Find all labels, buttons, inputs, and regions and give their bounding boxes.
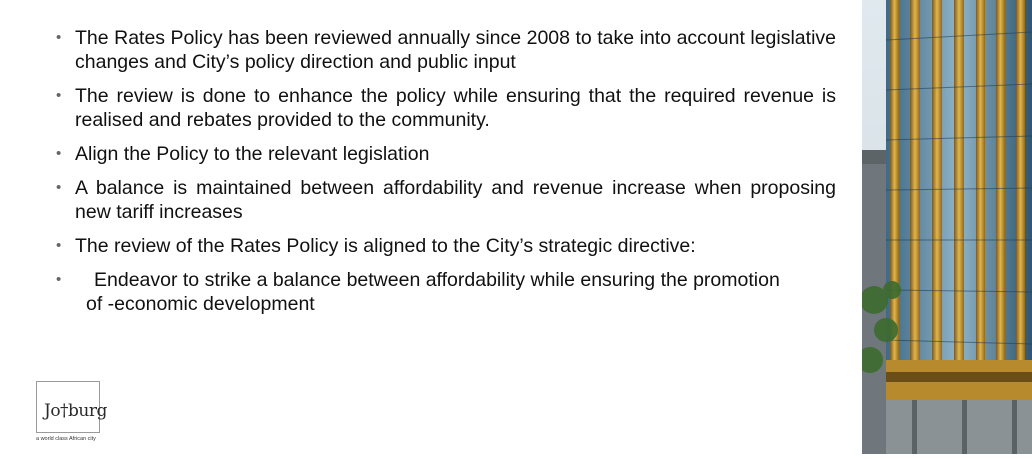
sub-bullet-line-1: Endeavor to strike a balance between affordability while ensuring the promotion (94, 269, 780, 291)
sub-bullet-item (56, 268, 836, 316)
bullet-list (56, 26, 836, 326)
bullet-item: • Align the Policy to the relevant legislation (56, 142, 836, 166)
bullet-item: • The review of the Rates Policy is aligned to the City’s strategic directive: (56, 234, 836, 258)
bullet-item: • The review is done to enhance the policy while ensuring that the required revenue is realised and rebates provided to the community. (56, 84, 836, 132)
bullet-item: • A balance is maintained between affordability and revenue increase when proposing new tariff increases (56, 176, 836, 224)
bullet-item: • The Rates Policy has been reviewed annually since 2008 to take into account legislative changes and City’s policy direction and public input (56, 26, 836, 74)
building-photo (862, 0, 1032, 454)
joburg-logo (36, 381, 106, 447)
sub-bullet-line-2: of -economic development (86, 293, 315, 315)
building-illustration (862, 0, 1032, 454)
logo-tagline: a world class African city (36, 436, 96, 442)
logo-wordmark: Jo†burg (44, 401, 107, 421)
